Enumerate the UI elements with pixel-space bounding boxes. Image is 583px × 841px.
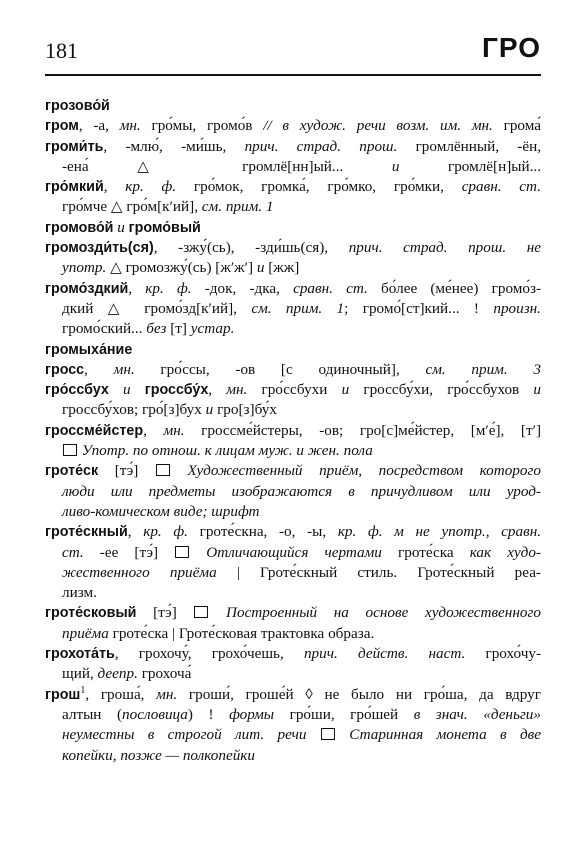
headword: гроссме́йстер [45, 422, 144, 439]
text-run: ; громо́[ст]кий... ! [344, 299, 494, 317]
headword: грозово́й [45, 98, 110, 114]
italic-run: как худо- [469, 543, 541, 561]
italic-run: и [205, 401, 214, 419]
definition-box-icon [321, 728, 335, 740]
text-run: гро[з]бу́х [213, 401, 277, 419]
headword: грош [45, 686, 81, 703]
definition-box-icon [63, 444, 77, 456]
entry-line [45, 218, 541, 238]
text-run: громлё[н]ый... [399, 157, 541, 175]
entry-line [45, 482, 541, 502]
text-run: гроте́ска | Гроте́сковая трактовка образа. [108, 624, 375, 642]
entry-line [45, 583, 541, 603]
italic-run: употр. [62, 259, 107, 277]
entry-line [45, 421, 541, 441]
headword: гро́мкий [45, 179, 104, 196]
text-run: , грохочу́, грохо́чешь, [114, 645, 304, 663]
italic-run: неуместны в строгой лит. речи [62, 726, 320, 744]
italic-run: формы [229, 705, 275, 723]
text-run: , [143, 421, 164, 439]
text-run: | Гроте́скный стиль. Гроте́скный реа- [216, 563, 541, 581]
italic-run: // в худож. речи возм. им. мн. [263, 117, 493, 135]
text-run: , -зжу́(сь), -зди́шь(ся), [153, 239, 349, 257]
headword: гром [45, 118, 79, 135]
italic-run: копейки, позже — полкопейки [62, 746, 255, 764]
text-run: -док, -дка, [191, 279, 294, 297]
entry-line [45, 603, 541, 623]
italic-run: мн. [226, 381, 248, 399]
entry-line [45, 685, 541, 705]
headword: гроте́скный [45, 524, 128, 541]
italic-run: кр. ф. [125, 178, 177, 196]
text-run: бо́лее (ме́нее) громо́з- [367, 279, 541, 297]
text-run: , гроша́, [85, 685, 157, 703]
headword: гро́ссбух [45, 382, 109, 399]
text-run: [тэ́] [98, 462, 155, 480]
italic-run: Построенный на основе художественного [209, 604, 541, 622]
italic-run: и [391, 157, 400, 175]
text-run: гро́ссбухи [247, 381, 342, 399]
text-run: -ее [тэ́] [83, 543, 175, 561]
entry-line [45, 299, 541, 319]
text-run: △ громозжу́(сь) [жʹжʹ] [106, 259, 257, 277]
entry-line [45, 380, 541, 400]
entry-line [45, 563, 541, 583]
entry-line [45, 197, 541, 217]
italic-run: см. прим. 1 [201, 198, 274, 216]
dictionary-entries [45, 96, 541, 766]
entry-line [45, 705, 541, 725]
italic-run: см. прим. 1 [251, 299, 345, 317]
italic-run: люди или предметы изображаются в причудливом или урод- [62, 482, 541, 500]
headword: гроссбу́х [144, 382, 209, 399]
italic-run: устар. [190, 320, 235, 338]
text-run: гроссбу́хов; гро́[з]бух [62, 401, 206, 419]
text-run: [жж] [264, 259, 300, 277]
headword: гросс [45, 361, 85, 378]
text-run: щий, [62, 665, 98, 683]
definition-box-icon [175, 546, 189, 558]
entry-line [45, 522, 541, 542]
headword: громо́вый [128, 219, 201, 236]
italic-run: Старинная монета в две [335, 726, 541, 744]
italic-run: Отличающийся чертами [190, 543, 382, 561]
headword: гроте́сковый [45, 605, 137, 622]
headword: громыха́ние [45, 341, 133, 358]
italic-run: и [256, 259, 265, 277]
entry-line [45, 624, 541, 644]
italic-run: жественного приёма [62, 563, 217, 581]
text-run: гро́мче △ гро́м[кʹий], [62, 198, 202, 216]
headword: грохота́ть [45, 646, 115, 663]
text-run: [т] [166, 320, 191, 338]
italic-run: мн. [119, 117, 141, 135]
italic-run: и [341, 381, 350, 399]
italic-run: прич. страд. прош. не [348, 239, 541, 257]
italic-run: ст. [62, 543, 84, 561]
headword: громозди́ть(ся) [45, 240, 154, 257]
italic-run: без [146, 320, 167, 338]
italic-run: деепр. [97, 665, 138, 683]
italic-run: сравн. ст. [461, 178, 541, 196]
italic-run: мн. [113, 360, 135, 378]
entry-line [45, 543, 541, 563]
text-run: лизм. [62, 584, 97, 602]
italic-run: пословица [122, 705, 188, 723]
italic-run: кр. ф. [145, 279, 192, 297]
text-run: , [208, 381, 227, 399]
entry-line [45, 664, 541, 684]
entry-line [45, 177, 541, 197]
text-run: гроте́скна, -о, -ы, [187, 523, 338, 541]
text-run: ) ! [187, 705, 230, 723]
headword: громово́й [45, 219, 114, 236]
header-rule [45, 74, 541, 76]
entry-line [45, 360, 541, 380]
entry-line [45, 319, 541, 339]
text-run: гроссме́йстеры, -ов; гро[с]ме́йстер, [мʹе́], [тʹ] [184, 421, 541, 439]
italic-run: приёма [62, 624, 109, 642]
italic-run: Употр. по отнош. к лицам муж. и жен. пола [78, 442, 373, 460]
entry-line [45, 116, 541, 136]
text-run: гроши́, гроше́й ◊ не было ни гро́ша, да вдруг [177, 685, 541, 703]
italic-run: и [113, 218, 129, 236]
definition-box-icon [194, 606, 208, 618]
headword: громи́ть [45, 138, 104, 155]
text-run: гро́мы, громо́в [140, 117, 264, 135]
running-head [45, 30, 541, 70]
italic-run: мн. [163, 421, 185, 439]
text-run: алтын ( [62, 705, 123, 723]
text-run: громо́ский... [62, 320, 147, 338]
text-run: , -млю́, -ми́шь, [103, 137, 245, 155]
italic-run: мн. [156, 685, 178, 703]
text-run: , [84, 360, 114, 378]
italic-run: в знач. «деньги» [413, 705, 541, 723]
entry-line [45, 461, 541, 481]
text-run: гро́ши, гро́шей [274, 705, 414, 723]
text-run: гро́ссы, -ов [с одиночный], [134, 360, 426, 378]
definition-box-icon [156, 464, 170, 476]
italic-run: и [533, 381, 541, 399]
text-run: , [103, 178, 126, 196]
italic-run: произн. [493, 299, 541, 317]
entry-line [45, 400, 541, 420]
text-run: гро́мок, громка́, гро́мко, гро́мки, [176, 178, 462, 196]
entry-line [45, 644, 541, 664]
italic-run: прич. действ. наст. [303, 645, 466, 663]
entry-line [45, 238, 541, 258]
entry-line [45, 746, 541, 766]
italic-run: и [108, 381, 145, 399]
entry-line [45, 258, 541, 278]
text-run: дкий △ громо́зд[кʹий], [62, 299, 252, 317]
text-run: грохоча́ [137, 665, 192, 683]
entry-line [45, 725, 541, 745]
text-run: , [128, 279, 146, 297]
text-run: [тэ́] [136, 604, 194, 622]
headword: гроте́ск [45, 463, 99, 480]
homonym-index: 1 [80, 684, 86, 696]
guide-word: ГРО [482, 32, 541, 63]
text-run: грома́ [492, 117, 541, 135]
italic-run: см. прим. 3 [425, 360, 541, 378]
text-run: гроссбу́хи, гро́ссбухов [349, 381, 534, 399]
italic-run: ливо-комическом виде; шрифт [62, 502, 260, 520]
text-run: -ена́ △ громлё[нн]ый... [62, 157, 392, 175]
italic-run: прич. страд. прош. [244, 137, 398, 155]
page-number: 181 [45, 38, 78, 63]
italic-run: сравн. ст. [293, 279, 368, 297]
entry-line [45, 96, 541, 116]
entry-line [45, 279, 541, 299]
text-run: , [127, 523, 144, 541]
text-run: громлённый, -ён, [397, 137, 541, 155]
italic-run: Художественный приём, посредством которого [170, 462, 541, 480]
text-run: , -а, [78, 117, 120, 135]
entry-line [45, 340, 541, 360]
italic-run: кр. ф. м не употр., сравн. [337, 523, 541, 541]
entry-line [45, 137, 541, 157]
text-run: гроте́ска [381, 543, 470, 561]
entry-line [45, 157, 541, 177]
headword: громо́здкий [45, 280, 129, 297]
italic-run: кр. ф. [143, 523, 188, 541]
entry-line [45, 502, 541, 522]
entry-line [45, 441, 541, 461]
text-run: грохо́чу- [465, 645, 541, 663]
